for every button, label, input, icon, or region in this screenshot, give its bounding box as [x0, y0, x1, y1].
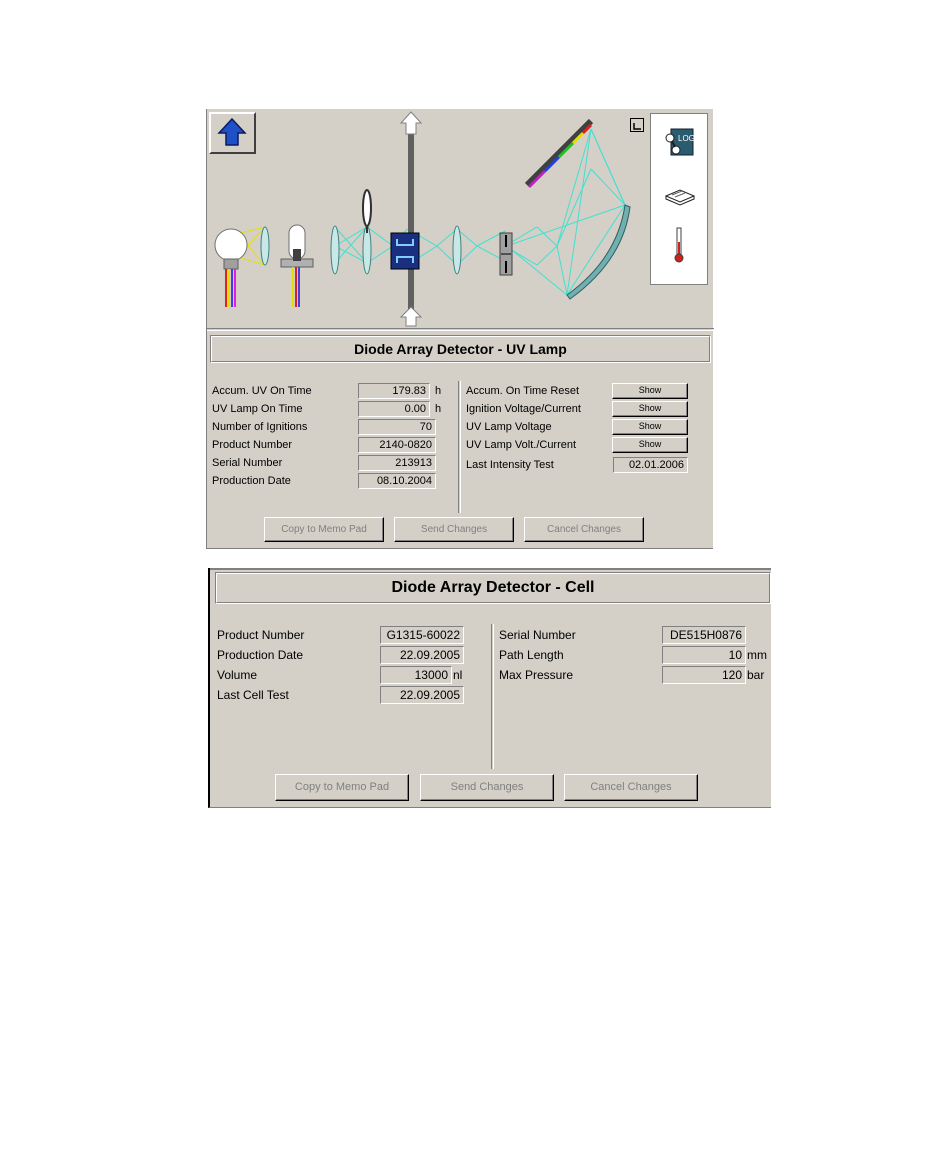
cell-panel [208, 568, 771, 808]
lens-icon [331, 226, 339, 274]
field-label: UV Lamp On Time [212, 403, 303, 415]
column-separator [491, 624, 494, 769]
restore-icon [631, 120, 643, 132]
field-label: Path Length [499, 648, 564, 662]
field-value[interactable]: 2140-0820 [358, 437, 436, 453]
field-value[interactable]: 10 [662, 646, 746, 664]
send-changes-button[interactable]: Send Changes [394, 517, 514, 542]
temperature-tool-button[interactable] [671, 226, 687, 264]
field-value[interactable]: G1315-60022 [380, 626, 464, 644]
cancel-changes-button[interactable]: Cancel Changes [564, 774, 698, 801]
visible-lamp-icon [215, 229, 247, 307]
field-value[interactable]: DE515H0876 [662, 626, 746, 644]
field-value[interactable]: 70 [358, 419, 436, 435]
last-intensity-test-label: Last Intensity Test [466, 459, 554, 471]
copy-to-memo-pad-button[interactable]: Copy to Memo Pad [275, 774, 409, 801]
show-button[interactable]: Show [612, 437, 688, 453]
restore-window-button[interactable] [630, 118, 644, 132]
column-separator [458, 381, 461, 513]
logbook-icon [663, 126, 697, 160]
cancel-changes-button[interactable]: Cancel Changes [524, 517, 644, 542]
field-value[interactable]: 179.83 [358, 383, 430, 399]
field-label: Ignition Voltage/Current [466, 403, 581, 415]
field-label: Product Number [212, 439, 293, 451]
field-label: Number of Ignitions [212, 421, 308, 433]
field-unit: h [435, 385, 442, 397]
field-label: Accum. UV On Time [212, 385, 312, 397]
field-value[interactable]: 13000 [380, 666, 452, 684]
field-unit: h [435, 403, 442, 415]
field-value[interactable]: 22.09.2005 [380, 686, 464, 704]
panel-top-border [210, 568, 771, 570]
arrow-up-icon [211, 114, 254, 152]
lens-icon [261, 227, 269, 265]
show-button[interactable]: Show [612, 419, 688, 435]
field-value[interactable]: 08.10.2004 [358, 473, 436, 489]
last-intensity-test-field[interactable]: 02.01.2006 [613, 457, 688, 473]
cell-title-bar [215, 572, 771, 604]
show-button[interactable]: Show [612, 401, 688, 417]
field-value[interactable]: 120 [662, 666, 746, 684]
page-title: Diode Array Detector - Cell [391, 579, 595, 596]
side-toolbar [650, 113, 708, 285]
page-title: Diode Array Detector - UV Lamp [354, 341, 567, 357]
diagram-separator [207, 328, 714, 331]
field-label: Serial Number [499, 628, 576, 642]
uv-lamp-panel [206, 109, 713, 549]
show-button[interactable]: Show [612, 383, 688, 399]
field-label: Serial Number [212, 457, 283, 469]
flow-cell-icon [391, 112, 421, 326]
field-label: UV Lamp Voltage [466, 421, 552, 433]
field-label: Accum. On Time Reset [466, 385, 580, 397]
field-label: Production Date [212, 475, 291, 487]
send-changes-button[interactable]: Send Changes [420, 774, 554, 801]
field-label: UV Lamp Volt./Current [466, 439, 577, 451]
grating-icon [527, 121, 591, 187]
log-tool-button[interactable] [663, 126, 697, 160]
field-unit: mm [747, 648, 767, 662]
mirror-icon [567, 205, 630, 299]
copy-to-memo-pad-button[interactable]: Copy to Memo Pad [264, 517, 384, 542]
thermometer-icon [671, 226, 687, 264]
field-label: Max Pressure [499, 668, 574, 682]
field-unit: nl [453, 668, 463, 682]
field-unit: bar [747, 668, 765, 682]
notes-tool-button[interactable] [663, 182, 697, 208]
field-value[interactable]: 213913 [358, 455, 436, 471]
field-label: Production Date [217, 648, 304, 662]
optical-path-diagram [207, 109, 714, 329]
filter-icon [363, 190, 371, 226]
field-label: Product Number [217, 628, 305, 642]
log-badge: LOG [678, 134, 695, 143]
lens-icon [363, 226, 371, 274]
book-icon [663, 182, 697, 208]
uv-lamp-title-bar [210, 335, 711, 363]
slit-icon [500, 233, 512, 275]
field-value[interactable]: 0.00 [358, 401, 430, 417]
light-beam [335, 129, 625, 295]
field-value[interactable]: 22.09.2005 [380, 646, 464, 664]
uv-lamp-icon [281, 225, 313, 307]
field-label: Last Cell Test [217, 688, 289, 702]
lens-icon [453, 226, 461, 274]
navigate-up-button[interactable] [209, 112, 256, 154]
field-label: Volume [217, 668, 258, 682]
